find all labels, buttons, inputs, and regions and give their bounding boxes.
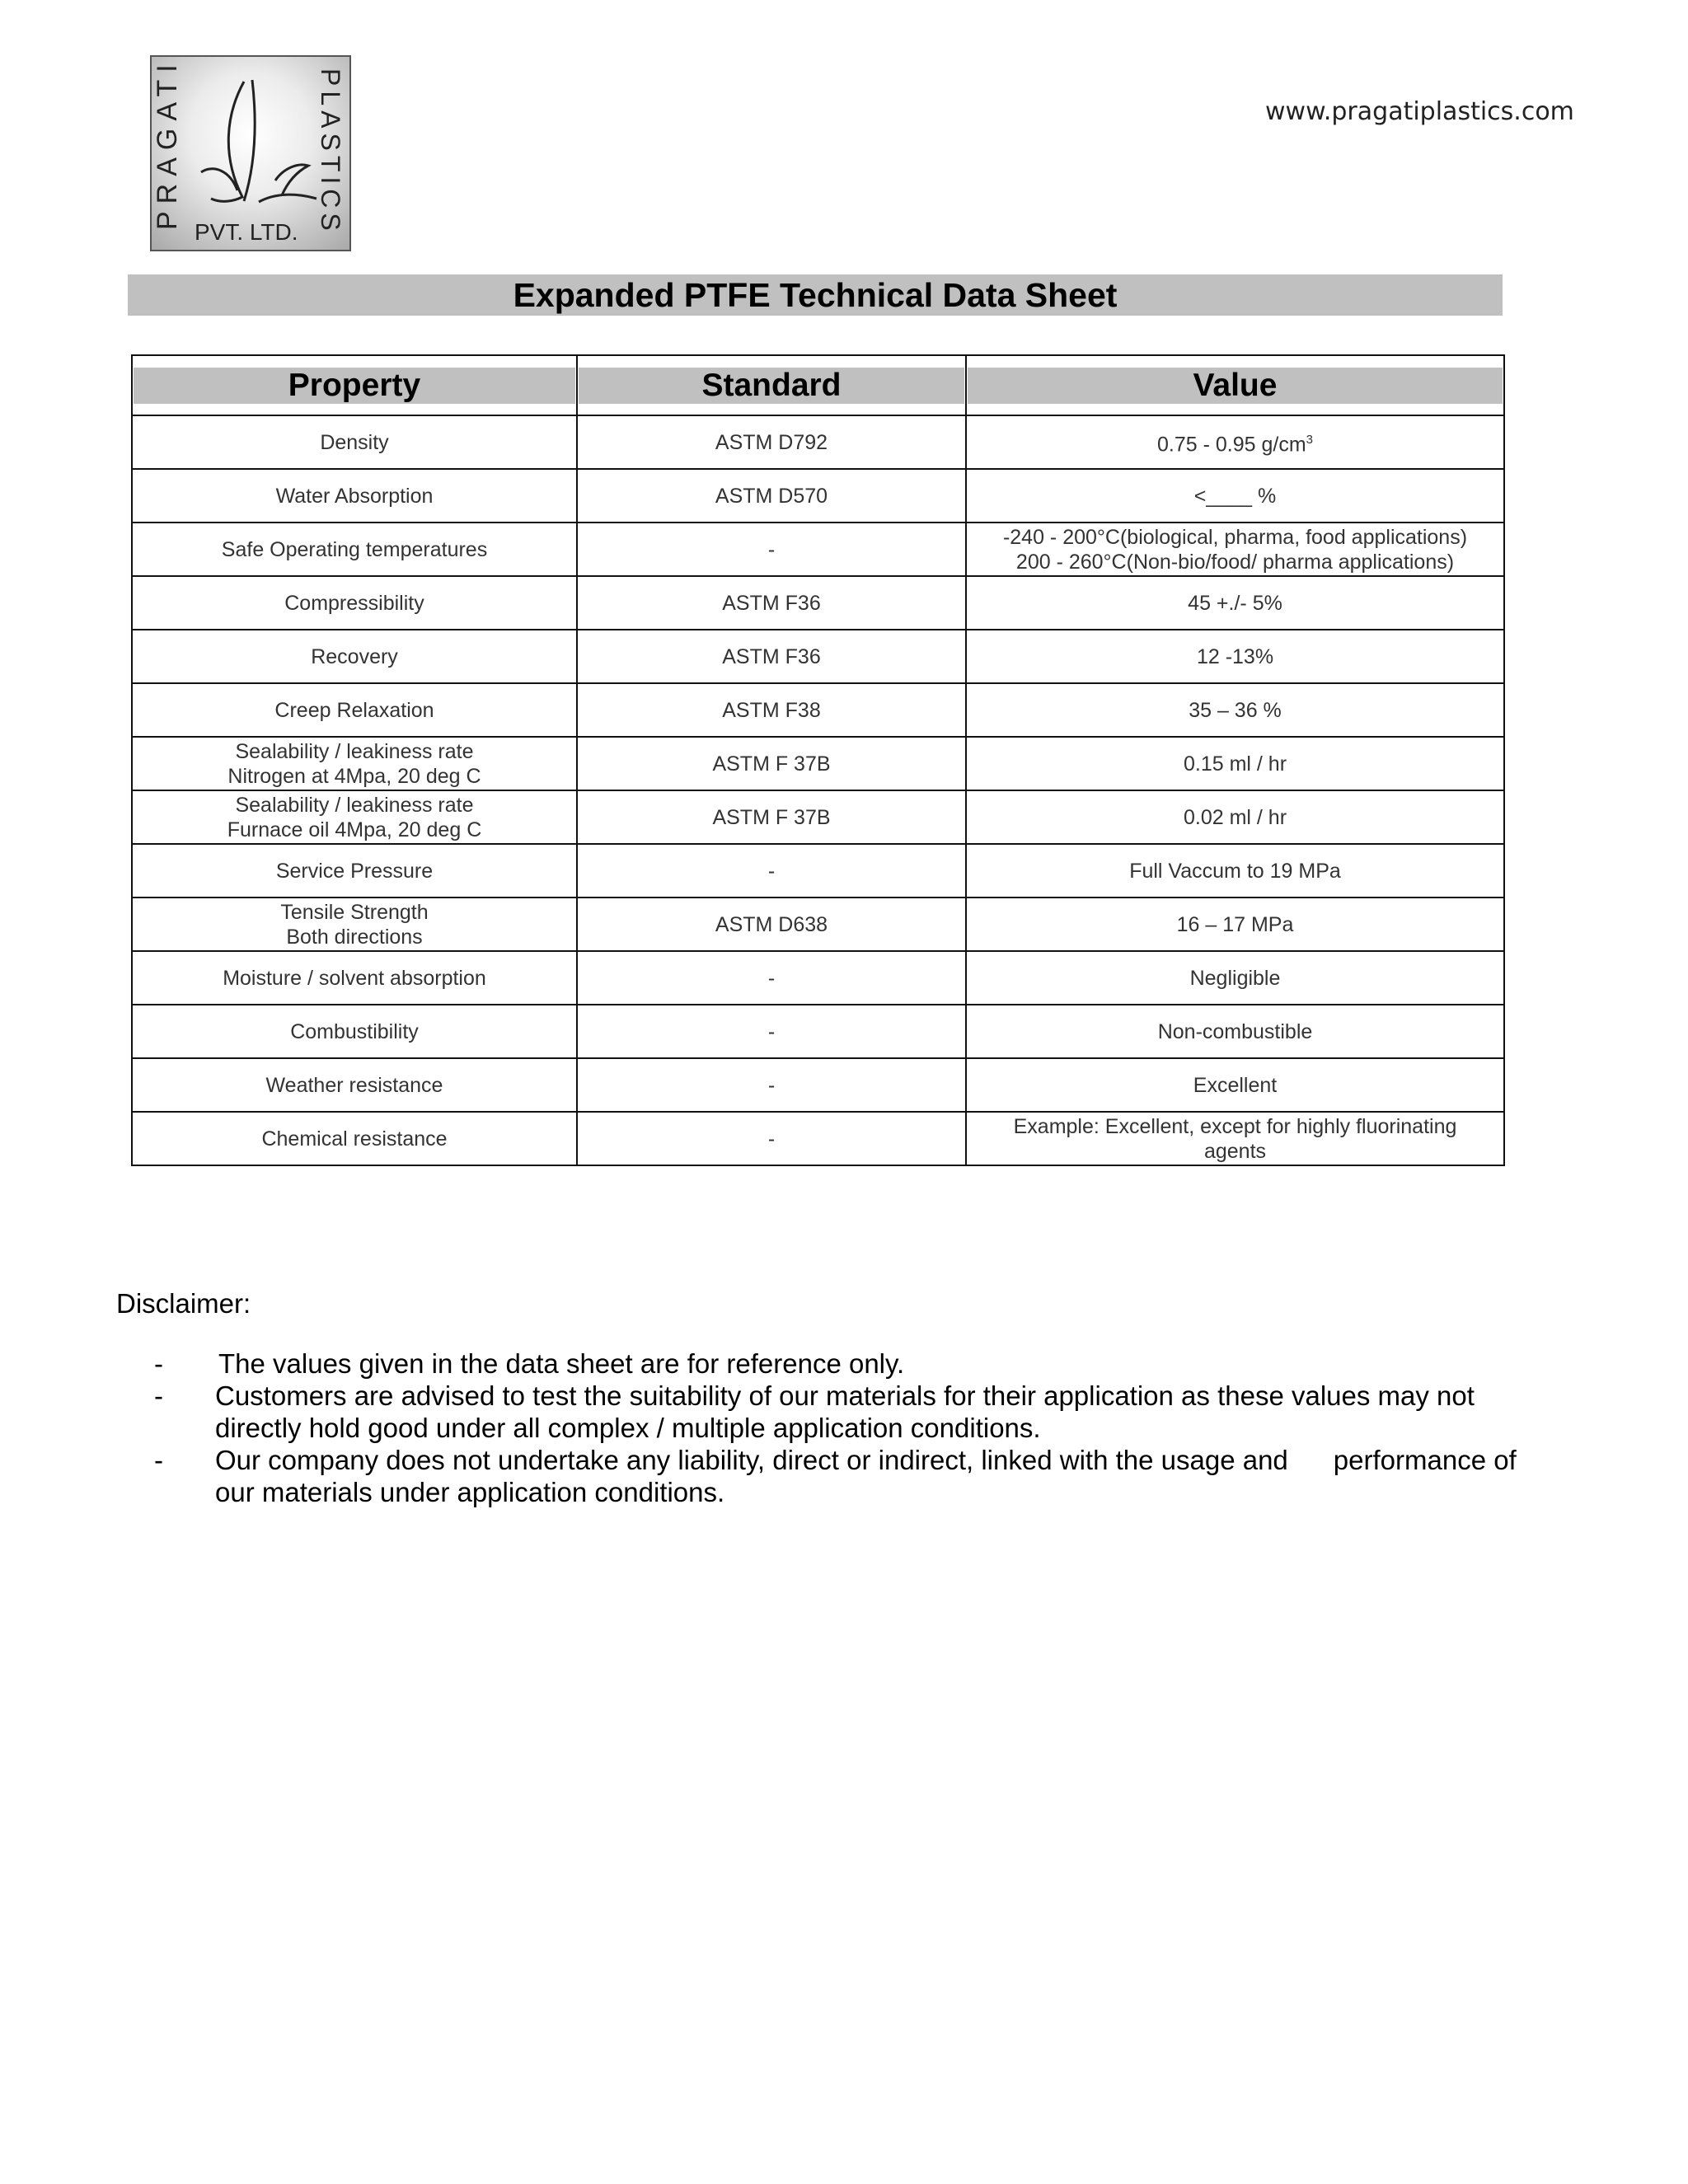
disclaimer-heading: Disclaimer:: [116, 1288, 251, 1319]
table-row: [132, 523, 1504, 576]
standard-cell: ASTM D638: [577, 898, 966, 951]
disclaimer-list: [116, 1347, 1534, 1508]
table-row: [132, 683, 1504, 737]
value-cell: 0.15 ml / hr: [966, 737, 1504, 790]
property-cell: Recovery: [132, 630, 577, 683]
bird-logo-icon: [152, 57, 349, 250]
table-header-row: [132, 355, 1504, 415]
standard-cell: -: [577, 1112, 966, 1165]
website-url[interactable]: www.pragatiplastics.com: [1265, 97, 1574, 126]
table-row: [132, 576, 1504, 630]
property-cell: Sealability / leakiness rate Nitrogen at 4Mpa, 20 deg C: [132, 737, 577, 790]
value-cell: 12 -13%: [966, 630, 1504, 683]
value-cell: Example: Excellent, except for highly fluorinating agents: [966, 1112, 1504, 1165]
property-cell: Tensile Strength Both directions: [132, 898, 577, 951]
value-cell: -240 - 200°C(biological, pharma, food applications) 200 - 260°C(Non-bio/food/ pharma applications): [966, 523, 1504, 576]
value-cell: Excellent: [966, 1058, 1504, 1112]
value-cell: Full Vaccum to 19 MPa: [966, 844, 1504, 898]
property-cell: Water Absorption: [132, 469, 577, 523]
column-header-property: Property: [132, 355, 577, 415]
table-row: [132, 790, 1504, 844]
property-cell: Compressibility: [132, 576, 577, 630]
logo-brand-side: PLASTICS: [316, 68, 345, 236]
property-cell: Combustibility: [132, 1005, 577, 1058]
property-cell: Service Pressure: [132, 844, 577, 898]
superscript-unit: 3: [1306, 432, 1313, 447]
disclaimer-text: Our company does not undertake any liability, direct or indirect, linked with the usage and performance of our materials under application conditions.: [215, 1445, 1524, 1507]
list-item: [116, 1380, 1534, 1444]
table-row: [132, 630, 1504, 683]
standard-cell: -: [577, 951, 966, 1005]
standard-cell: ASTM F36: [577, 576, 966, 630]
value-cell: Negligible: [966, 951, 1504, 1005]
column-header-standard: Standard: [577, 355, 966, 415]
value-cell: 0.75 - 0.95 $g/cm^3$: [966, 415, 1504, 469]
value-cell: 45 +./- 5%: [966, 576, 1504, 630]
standard-cell: ASTM D570: [577, 469, 966, 523]
standard-cell: -: [577, 1058, 966, 1112]
value-cell: <____ %: [966, 469, 1504, 523]
property-cell: Density: [132, 415, 577, 469]
logo-brand-top: PRAGATI: [152, 57, 183, 230]
table-row: [132, 1112, 1504, 1165]
standard-cell: -: [577, 844, 966, 898]
table-row: [132, 844, 1504, 898]
bullet-dash: -: [154, 1445, 163, 1475]
property-cell: Moisture / solvent absorption: [132, 951, 577, 1005]
standard-cell: ASTM F36: [577, 630, 966, 683]
property-cell: Chemical resistance: [132, 1112, 577, 1165]
document-title: Expanded PTFE Technical Data Sheet: [128, 274, 1503, 316]
logo-brand-bottom: PVT. LTD.: [195, 219, 298, 245]
property-cell: Sealability / leakiness rate Furnace oil 4Mpa, 20 deg C: [132, 790, 577, 844]
property-cell: Safe Operating temperatures: [132, 523, 577, 576]
list-item: [116, 1444, 1534, 1508]
value-cell: Non-combustible: [966, 1005, 1504, 1058]
standard-cell: -: [577, 1005, 966, 1058]
bullet-dash: -: [154, 1380, 163, 1411]
table-row: [132, 737, 1504, 790]
value-cell: 35 – 36 %: [966, 683, 1504, 737]
technical-data-table: [131, 354, 1505, 1166]
standard-cell: ASTM D792: [577, 415, 966, 469]
disclaimer-text: Customers are advised to test the suitability of our materials for their application as these values may not directly hold good under all complex / multiple application conditions.: [215, 1380, 1475, 1443]
table-row: [132, 1005, 1504, 1058]
table-row: [132, 951, 1504, 1005]
standard-cell: ASTM F 37B: [577, 737, 966, 790]
disclaimer-text: The values given in the data sheet are for reference only.: [218, 1348, 905, 1379]
property-cell: Creep Relaxation: [132, 683, 577, 737]
table-row: [132, 415, 1504, 469]
bullet-dash: -: [154, 1348, 163, 1379]
table-row: [132, 898, 1504, 951]
table-row: [132, 1058, 1504, 1112]
standard-cell: ASTM F38: [577, 683, 966, 737]
column-header-value: Value: [966, 355, 1504, 415]
table-row: [132, 469, 1504, 523]
value-cell: 0.02 ml / hr: [966, 790, 1504, 844]
value-cell: 16 – 17 MPa: [966, 898, 1504, 951]
standard-cell: ASTM F 37B: [577, 790, 966, 844]
company-logo: [150, 55, 351, 251]
standard-cell: -: [577, 523, 966, 576]
property-cell: Weather resistance: [132, 1058, 577, 1112]
list-item: [116, 1347, 1534, 1380]
